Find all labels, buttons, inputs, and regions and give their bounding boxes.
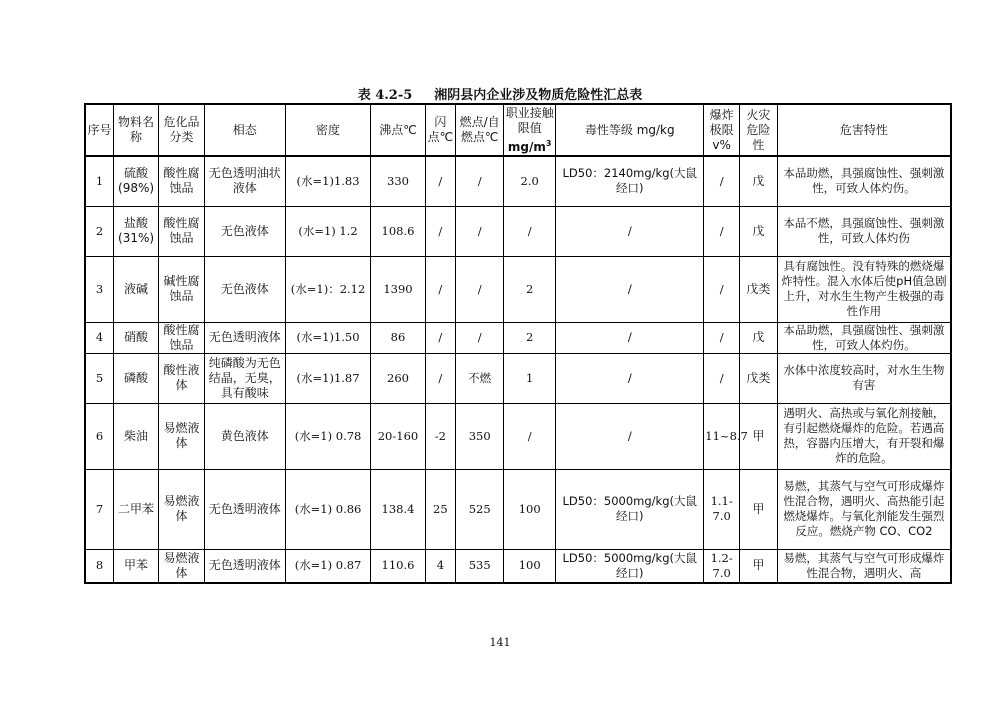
header-ignition: 燃点/自燃点℃ [456, 104, 504, 156]
cell-name: 硫酸(98%) [114, 156, 159, 206]
cell-category: 酸性腐蚀品 [159, 322, 205, 353]
cell-phase: 无色透明液体 [204, 469, 285, 549]
cell-ignition: / [456, 206, 504, 256]
cell-limit: 2 [504, 322, 556, 353]
table-row [85, 156, 951, 206]
cell-ignition: / [456, 256, 504, 322]
cell-limit: / [504, 403, 556, 469]
cell-toxicity: LD50：5000mg/kg(大鼠经口) [556, 469, 704, 549]
cell-limit: 2.0 [504, 156, 556, 206]
cell-fire: 甲 [740, 403, 778, 469]
cell-hazard: 本品助燃，具强腐蚀性、强刺激性，可致人体灼伤。 [777, 322, 951, 353]
cell-hazard: 本品不燃，具强腐蚀性、强刺激性，可致人体灼伤 [777, 206, 951, 256]
cell-phase: 无色液体 [204, 206, 285, 256]
cell-name: 二甲苯 [114, 469, 159, 549]
header-limit [504, 104, 556, 156]
table-row [85, 206, 951, 256]
header-name: 物料名称 [114, 104, 159, 156]
cell-fire: 戊 [740, 156, 778, 206]
cell-phase: 无色透明油状液体 [204, 156, 285, 206]
cell-explosion: / [704, 322, 740, 353]
cell-hazard: 本品助燃，具强腐蚀性、强刺激性，可致人体灼伤。 [777, 156, 951, 206]
cell-explosion: / [704, 353, 740, 403]
header-flash: 闪点℃ [425, 104, 456, 156]
cell-toxicity: / [556, 206, 704, 256]
cell-toxicity: / [556, 256, 704, 322]
cell-hazard: 易燃，其蒸气与空气可形成爆炸性混合物，遇明火、高热能引起燃烧爆炸。与氧化剂能发生强烈反应。燃烧产物 CO、CO2 [777, 469, 951, 549]
cell-phase: 无色透明液体 [204, 549, 285, 583]
cell-ignition: / [456, 156, 504, 206]
cell-fire: 戊类 [740, 256, 778, 322]
cell-toxicity: LD50：2140mg/kg(大鼠经口) [556, 156, 704, 206]
cell-fire: 甲 [740, 549, 778, 583]
cell-flash: / [425, 256, 456, 322]
cell-boiling: 138.4 [371, 469, 425, 549]
cell-category: 酸性腐蚀品 [159, 206, 205, 256]
cell-ignition: / [456, 322, 504, 353]
cell-flash: / [425, 322, 456, 353]
cell-flash: / [425, 156, 456, 206]
cell-flash: -2 [425, 403, 456, 469]
cell-explosion: 11~8.7 [704, 403, 740, 469]
cell-density: (水=1) 0.86 [285, 469, 371, 549]
header-row [85, 104, 951, 156]
cell-seq: 3 [85, 256, 114, 322]
cell-ignition: 不燃 [456, 353, 504, 403]
cell-flash: / [425, 206, 456, 256]
table-row [85, 549, 951, 583]
header-boiling: 沸点℃ [371, 104, 425, 156]
cell-density: (水=1) 0.87 [285, 549, 371, 583]
table-title [0, 84, 1000, 103]
table-number: 表 4.2-5 [357, 88, 413, 103]
header-category: 危化品分类 [159, 104, 205, 156]
cell-name: 盐酸(31%) [114, 206, 159, 256]
cell-limit: 1 [504, 353, 556, 403]
cell-density: (水=1)1.87 [285, 353, 371, 403]
header-explosion: 爆炸极限v% [704, 104, 740, 156]
table-row [85, 322, 951, 353]
cell-fire: 戊 [740, 322, 778, 353]
cell-ignition: 525 [456, 469, 504, 549]
cell-density: (水=1) 0.78 [285, 403, 371, 469]
cell-fire: 戊 [740, 206, 778, 256]
header-phase: 相态 [204, 104, 285, 156]
cell-seq: 5 [85, 353, 114, 403]
cell-phase: 纯磷酸为无色结晶，无臭，具有酸味 [204, 353, 285, 403]
header-hazard: 危害特性 [777, 104, 951, 156]
cell-seq: 8 [85, 549, 114, 583]
cell-ignition: 350 [456, 403, 504, 469]
cell-toxicity: / [556, 353, 704, 403]
cell-limit: 2 [504, 256, 556, 322]
cell-category: 易燃液体 [159, 469, 205, 549]
cell-seq: 6 [85, 403, 114, 469]
cell-boiling: 260 [371, 353, 425, 403]
cell-toxicity: LD50：5000mg/kg(大鼠经口) [556, 549, 704, 583]
header-density: 密度 [285, 104, 371, 156]
cell-category: 酸性液体 [159, 353, 205, 403]
cell-seq: 4 [85, 322, 114, 353]
cell-name: 硝酸 [114, 322, 159, 353]
cell-explosion: / [704, 156, 740, 206]
cell-flash: 4 [425, 549, 456, 583]
cell-fire: 戊类 [740, 353, 778, 403]
header-limit-sup: 3 [545, 138, 552, 148]
cell-explosion: / [704, 256, 740, 322]
cell-explosion: / [704, 206, 740, 256]
cell-phase: 无色液体 [204, 256, 285, 322]
cell-category: 碱性腐蚀品 [159, 256, 205, 322]
header-limit-main: 职业接触限值 [505, 105, 554, 135]
hazard-summary-table [84, 103, 952, 584]
cell-fire: 甲 [740, 469, 778, 549]
cell-density: (水=1)1.83 [285, 156, 371, 206]
cell-hazard: 具有腐蚀性。没有特殊的燃烧爆炸特性。混入水体后使pH值急剧上升，对水生生物产生极强的毒性作用 [777, 256, 951, 322]
cell-hazard: 易燃，其蒸气与空气可形成爆炸性混合物，遇明火、高 [777, 549, 951, 583]
cell-limit: 100 [504, 549, 556, 583]
table-row [85, 353, 951, 403]
cell-name: 甲苯 [114, 549, 159, 583]
cell-name: 柴油 [114, 403, 159, 469]
cell-category: 易燃液体 [159, 549, 205, 583]
cell-hazard: 遇明火、高热或与氧化剂接触，有引起燃烧爆炸的危险。若遇高热，容器内压增大，有开裂和爆炸的危险。 [777, 403, 951, 469]
table-row [85, 256, 951, 322]
cell-flash: 25 [425, 469, 456, 549]
cell-limit: / [504, 206, 556, 256]
cell-seq: 2 [85, 206, 114, 256]
cell-phase: 无色透明液体 [204, 322, 285, 353]
cell-explosion: 1.1-7.0 [704, 469, 740, 549]
cell-phase: 黄色液体 [204, 403, 285, 469]
cell-seq: 1 [85, 156, 114, 206]
cell-toxicity: / [556, 403, 704, 469]
cell-limit: 100 [504, 469, 556, 549]
cell-category: 酸性腐蚀品 [159, 156, 205, 206]
cell-hazard: 水体中浓度较高时，对水生生物有害 [777, 353, 951, 403]
header-fire: 火灾危险性 [740, 104, 778, 156]
table-row [85, 469, 951, 549]
cell-ignition: 535 [456, 549, 504, 583]
cell-toxicity: / [556, 322, 704, 353]
table-title-text: 湘阴县内企业涉及物质危险性汇总表 [434, 88, 643, 103]
cell-boiling: 330 [371, 156, 425, 206]
header-toxicity: 毒性等级 mg/kg [556, 104, 704, 156]
table-body [85, 156, 951, 583]
cell-boiling: 86 [371, 322, 425, 353]
cell-name: 液碱 [114, 256, 159, 322]
header-limit-unit: mg/m [507, 139, 546, 154]
cell-density: (水=1)1.50 [285, 322, 371, 353]
cell-category: 易燃液体 [159, 403, 205, 469]
cell-explosion: 1.2-7.0 [704, 549, 740, 583]
cell-density: (水=1)：2.12 [285, 256, 371, 322]
cell-boiling: 108.6 [371, 206, 425, 256]
cell-flash: / [425, 353, 456, 403]
cell-seq: 7 [85, 469, 114, 549]
page-number: 141 [489, 636, 511, 649]
cell-density: (水=1) 1.2 [285, 206, 371, 256]
cell-boiling: 110.6 [371, 549, 425, 583]
cell-boiling: 20-160 [371, 403, 425, 469]
cell-boiling: 1390 [371, 256, 425, 322]
table-row [85, 403, 951, 469]
cell-name: 磷酸 [114, 353, 159, 403]
header-seq: 序号 [85, 104, 114, 156]
